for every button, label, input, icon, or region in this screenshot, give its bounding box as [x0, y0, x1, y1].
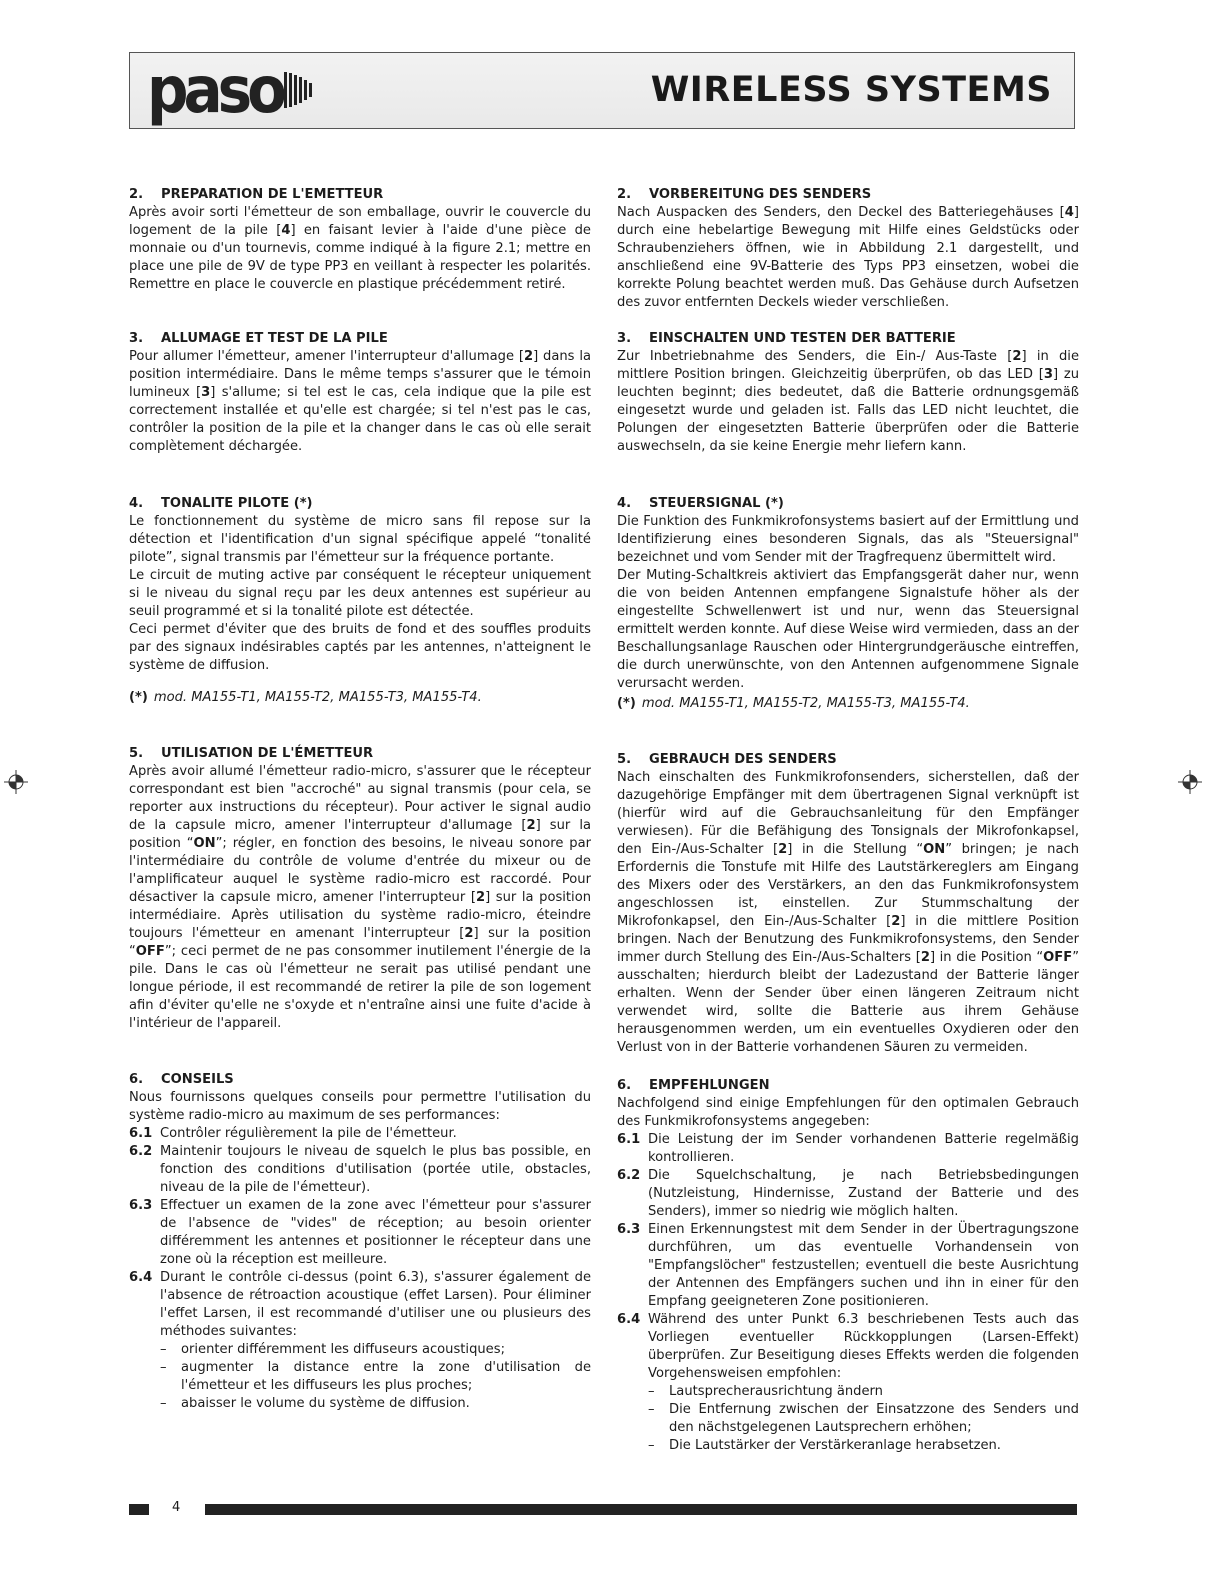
sound-waves-icon: [284, 69, 314, 111]
dash-item: – augmenter la distance entre la zone d'utilisation de l'émetteur et les diffuseurs les plus proches;: [160, 1360, 591, 1393]
list-item: 6.1 Contrôler régulièrement la pile de l'émetteur.: [129, 1126, 457, 1141]
paragraph: Nachfolgend sind einige Empfehlungen für den optimalen Gebrauch des Funkmikrofonsystems angegeben:: [617, 1096, 1079, 1129]
section-heading: 2. VORBEREITUNG DES SENDERS: [617, 187, 872, 202]
paragraph: Der Muting-Schaltkreis aktiviert das Empfangsgerät daher nur, wenn die von beiden Antennen empfangene Signalstufe höher als der eingestellte Schwellenwert ist und nur, wenn das Steuersignal ermittelt werden konnte. Auf diese Weise wird vermieden, dass an der Beschallungsanlage Rauschen oder Hintergrundgeräusche eintreffen, die durch unerwünschte, von den Antennen aufgenommene Signale verursacht werden.: [617, 568, 1079, 691]
section-body: Après avoir sorti l'émetteur de son emballage, ouvrir le couvercle du logement de la pile [4] en faisant levier à l'aide d'une pièce de monnaie ou d'un tournevis, comme indiqué à la figure 2.1; mettre en place une pile de 9V de type PP3 en veillant à respecter les polarités. Remettre en place le couvercle en plastique précédemment retiré.: [129, 205, 591, 292]
footnote: (*) mod. MA155-T1, MA155-T2, MA155-T3, MA155-T4.: [617, 696, 970, 711]
section-einschalten-testen: [617, 330, 1079, 456]
list-item: 6.3 Einen Erkennungstest mit dem Sender in der Übertragungszone durchführen, um das eventuelle Vorhandensein von "Empfangslöcher" festzustellen; eventuell die beste Ausrichtung der Antennen des Empfängers suchen und ihn in einer für den Empfang geeigneteren Zone positionieren.: [617, 1222, 1079, 1309]
paragraph: Le circuit de muting active par conséquent le récepteur uniquement si le niveau du signal reçu par les deux antennes est supérieur au seuil programmé et si la tonalité pilote est détectée.: [129, 568, 591, 619]
footnote: (*) mod. MA155-T1, MA155-T2, MA155-T3, MA155-T4.: [129, 690, 482, 705]
list-item: 6.3 Effectuer un examen de la zone avec l'émetteur pour s'assurer de l'absence de "vides" de réception; au besoin orienter différemment les antennes et positionner le récepteur dans une zone où la réception est meilleure.: [129, 1198, 591, 1267]
german-column: [617, 186, 1079, 1455]
section-heading: 3. ALLUMAGE ET TEST DE LA PILE: [129, 331, 388, 346]
footer-marker: [129, 1504, 149, 1515]
paragraph: Le fonctionnement du système de micro sans fil repose sur la détection et l'identification d'un signal spécifique appelé “tonalité pilote”, signal transmis par l'émetteur sur la fréquence portante.: [129, 514, 591, 565]
list-item: 6.4 Während des unter Punkt 6.3 beschriebenen Tests auch das Vorliegen eventueller Rückkopplungen (Larsen-Effekt) überprüfen. Zur Beseitigung dieses Effekts werden die folgenden Vorgehensweisen empfohlen:: [617, 1312, 1079, 1381]
section-gebrauch-senders: [617, 751, 1079, 1057]
section-heading: 5. GEBRAUCH DES SENDERS: [617, 752, 837, 767]
section-preparation-emetteur: [129, 186, 591, 294]
section-heading: 4. TONALITE PILOTE (*): [129, 496, 313, 511]
logo-text: paso: [147, 52, 283, 128]
section-heading: 5. UTILISATION DE L'ÉMETTEUR: [129, 746, 374, 761]
section-conseils: [129, 1071, 591, 1413]
paso-logo: [147, 52, 314, 128]
french-column: [129, 186, 591, 1413]
paragraph: Die Funktion des Funkmikrofonsystems basiert auf der Ermittlung und Identifizierung eines besonderen Signals, das als "Steuersignal" bezeichnet und vom Sender mit der Tragfrequenz übermittelt wird.: [617, 514, 1079, 565]
section-steuersignal: [617, 495, 1079, 713]
list-item: 6.2 Maintenir toujours le niveau de squelch le plus bas possible, en fonction des conditions d'utilisation (portée utile, obstacles, niveau de la pile de l'émetteur).: [129, 1144, 591, 1195]
section-body: Après avoir allumé l'émetteur radio-micro, s'assurer que le récepteur correspondant est bien "accroché" au signal transmis (pour cela, se reporter aux instructions du récepteur). Pour activer le signal audio de la capsule micro, amener l'interrupteur d'allumage [2] sur la position “ON”; régler, en fonction des besoins, le niveau sonore par l'intermédiaire du contrôle de volume d'entrée du mixeur ou de l'amplificateur auquel le système radio-micro est raccordé. Pour désactiver la capsule micro, amener l'interrupteur [2] sur la position intermédiaire. Après utilisation du système radio-micro, éteindre toujours l'émetteur en amenant l'interrupteur [2] sur la position “OFF”; ceci permet de ne pas consommer inutilement l'énergie de la pile. Dans le cas où l'émetteur ne serait pas utilisé pendant une longue période, il est recommandé de retirer la pile de son logement afin d'éviter qu'elle ne s'oxyde et n'entraîne ainsi une fuite d'acide à l'intérieur de l'appareil.: [129, 764, 592, 1031]
dash-item: – Die Lautstärker der Verstärkeranlage herabsetzen.: [648, 1438, 1001, 1453]
registration-mark-icon: [4, 770, 28, 794]
dash-item: – Die Entfernung zwischen der Einsatzzone des Senders und den nächstgelegenen Lautsprechern erhöhen;: [648, 1402, 1079, 1435]
section-body: Pour allumer l'émetteur, amener l'interrupteur d'allumage [2] dans la position intermédiaire. Dans le même temps s'assurer que le témoin lumineux [3] s'allume; si tel est le cas, cela indique que la pile est correctement installée et qu'elle est chargée; si tel n'est pas le cas, contrôler la position de la pile et la changer dans le cas où elle serait complètement déchargée.: [129, 349, 591, 454]
dash-item: – Lautsprecherausrichtung ändern: [648, 1384, 883, 1399]
registration-mark-icon: [1178, 770, 1202, 794]
section-empfehlungen: [617, 1077, 1079, 1455]
list-item: 6.1 Die Leistung der im Sender vorhandenen Batterie regelmäßig kontrollieren.: [617, 1132, 1079, 1165]
section-body: Zur Inbetriebnahme des Senders, die Ein-/ Aus-Taste [2] in die mittlere Position bringen. Gleichzeitig überprüfen, ob das LED [3] zu leuchten beginnt; dies bedeutet, daß die Batterie ordnungsgemäß eingesetzt wurde und geladen ist. Falls das LED nicht leuchtet, die Polungen der eingesetzten Batterie überprüfen oder die Batterie auswechseln, da sie keine Energie mehr liefern kann.: [617, 349, 1079, 454]
section-vorbereitung-senders: [617, 186, 1079, 312]
section-heading: 3. EINSCHALTEN UND TESTEN DER BATTERIE: [617, 331, 956, 346]
section-body: Nach einschalten des Funkmikrofonsenders, sicherstellen, daß der dazugehörige Empfänger mit dem übertragenen Signal verknüpft ist (hierfür wird auf die Gebrauchsanleitung für den Empfänger verwiesen). Für die Befähigung des Tonsignals der Mikrofonkapsel, den Ein-/Aus-Schalter [2] in die Stellung “ON” bringen; je nach Erfordernis die Tonstufe mit Hilfe des Lautstärkereglers am Eingang des Mixers oder des Verstärkers, an den das Funkmikrofonsystem angeschlossen ist, einstellen. Zur Stummschaltung der Mikrofonkapsel, den Ein-/Aus-Schalter [2] in die mittlere Position bringen. Nach der Benutzung des Funkmikrofonsystems, den Sender immer durch Stellung des Ein-/Aus-Schalters [2] in die Position “OFF” ausschalten; hierdurch bleibt der Ladezustand der Batterie länger erhalten. Wenn der Sender über einen längeren Zeitraum nicht verwendet wird, sollte die Batterie aus ihrem Gehäuse herausgenommen werden, um ein eventuelles Oxydieren oder den Verlust von in der Batterie vorhandenen Säuren zu vermeiden.: [617, 770, 1079, 1055]
page-header: [129, 52, 1075, 129]
list-item: 6.4 Durant le contrôle ci-dessus (point 6.3), s'assurer également de l'absence de rétroaction acoustique (effet Larsen). Pour éliminer l'effet Larsen, il est recommandé d'utiliser une ou plusieurs des méthodes suivantes:: [129, 1270, 591, 1339]
page-title: WIRELESS SYSTEMS: [650, 70, 1052, 110]
page-number: 4: [172, 1500, 181, 1515]
section-body: Nach Auspacken des Senders, den Deckel des Batteriegehäuses [4] durch eine hebelartige Bewegung mit Hilfe eines Geldstücks oder Schraubenziehers öffnen, wie in Abbildung 2.1 dargestellt, und anschließend eine 9V-Batterie des Typs PP3 einsetzen, wobei die korrekte Polung beachtet werden muß. Das Gehäuse durch Aufsetzen des zuvor entfernten Deckels wieder verschließen.: [617, 205, 1079, 310]
section-tonalite-pilote: [129, 495, 591, 707]
section-heading: 2. PREPARATION DE L'EMETTEUR: [129, 187, 384, 202]
section-heading: 6. CONSEILS: [129, 1072, 234, 1087]
paragraph: Ceci permet d'éviter que des bruits de fond et des souffles produits par des signaux indésirables captés par les antennes, n'atteignent le système de diffusion.: [129, 622, 591, 673]
dash-item: – orienter différemment les diffuseurs acoustiques;: [160, 1342, 505, 1357]
dash-item: – abaisser le volume du système de diffusion.: [160, 1396, 470, 1411]
section-utilisation-emetteur: [129, 745, 591, 1033]
section-heading: 6. EMPFEHLUNGEN: [617, 1078, 770, 1093]
section-heading: 4. STEUERSIGNAL (*): [617, 496, 784, 511]
section-allumage-test-pile: [129, 330, 591, 456]
paragraph: Nous fournissons quelques conseils pour permettre l'utilisation du système radio-micro au maximum de ses performances:: [129, 1090, 591, 1123]
list-item: 6.2 Die Squelchschaltung, je nach Betriebsbedingungen (Nutzleistung, Hindernisse, Zustand der Batterie und des Senders), immer so niedrig wie möglich halten.: [617, 1168, 1079, 1219]
footer-rule: [205, 1504, 1077, 1515]
